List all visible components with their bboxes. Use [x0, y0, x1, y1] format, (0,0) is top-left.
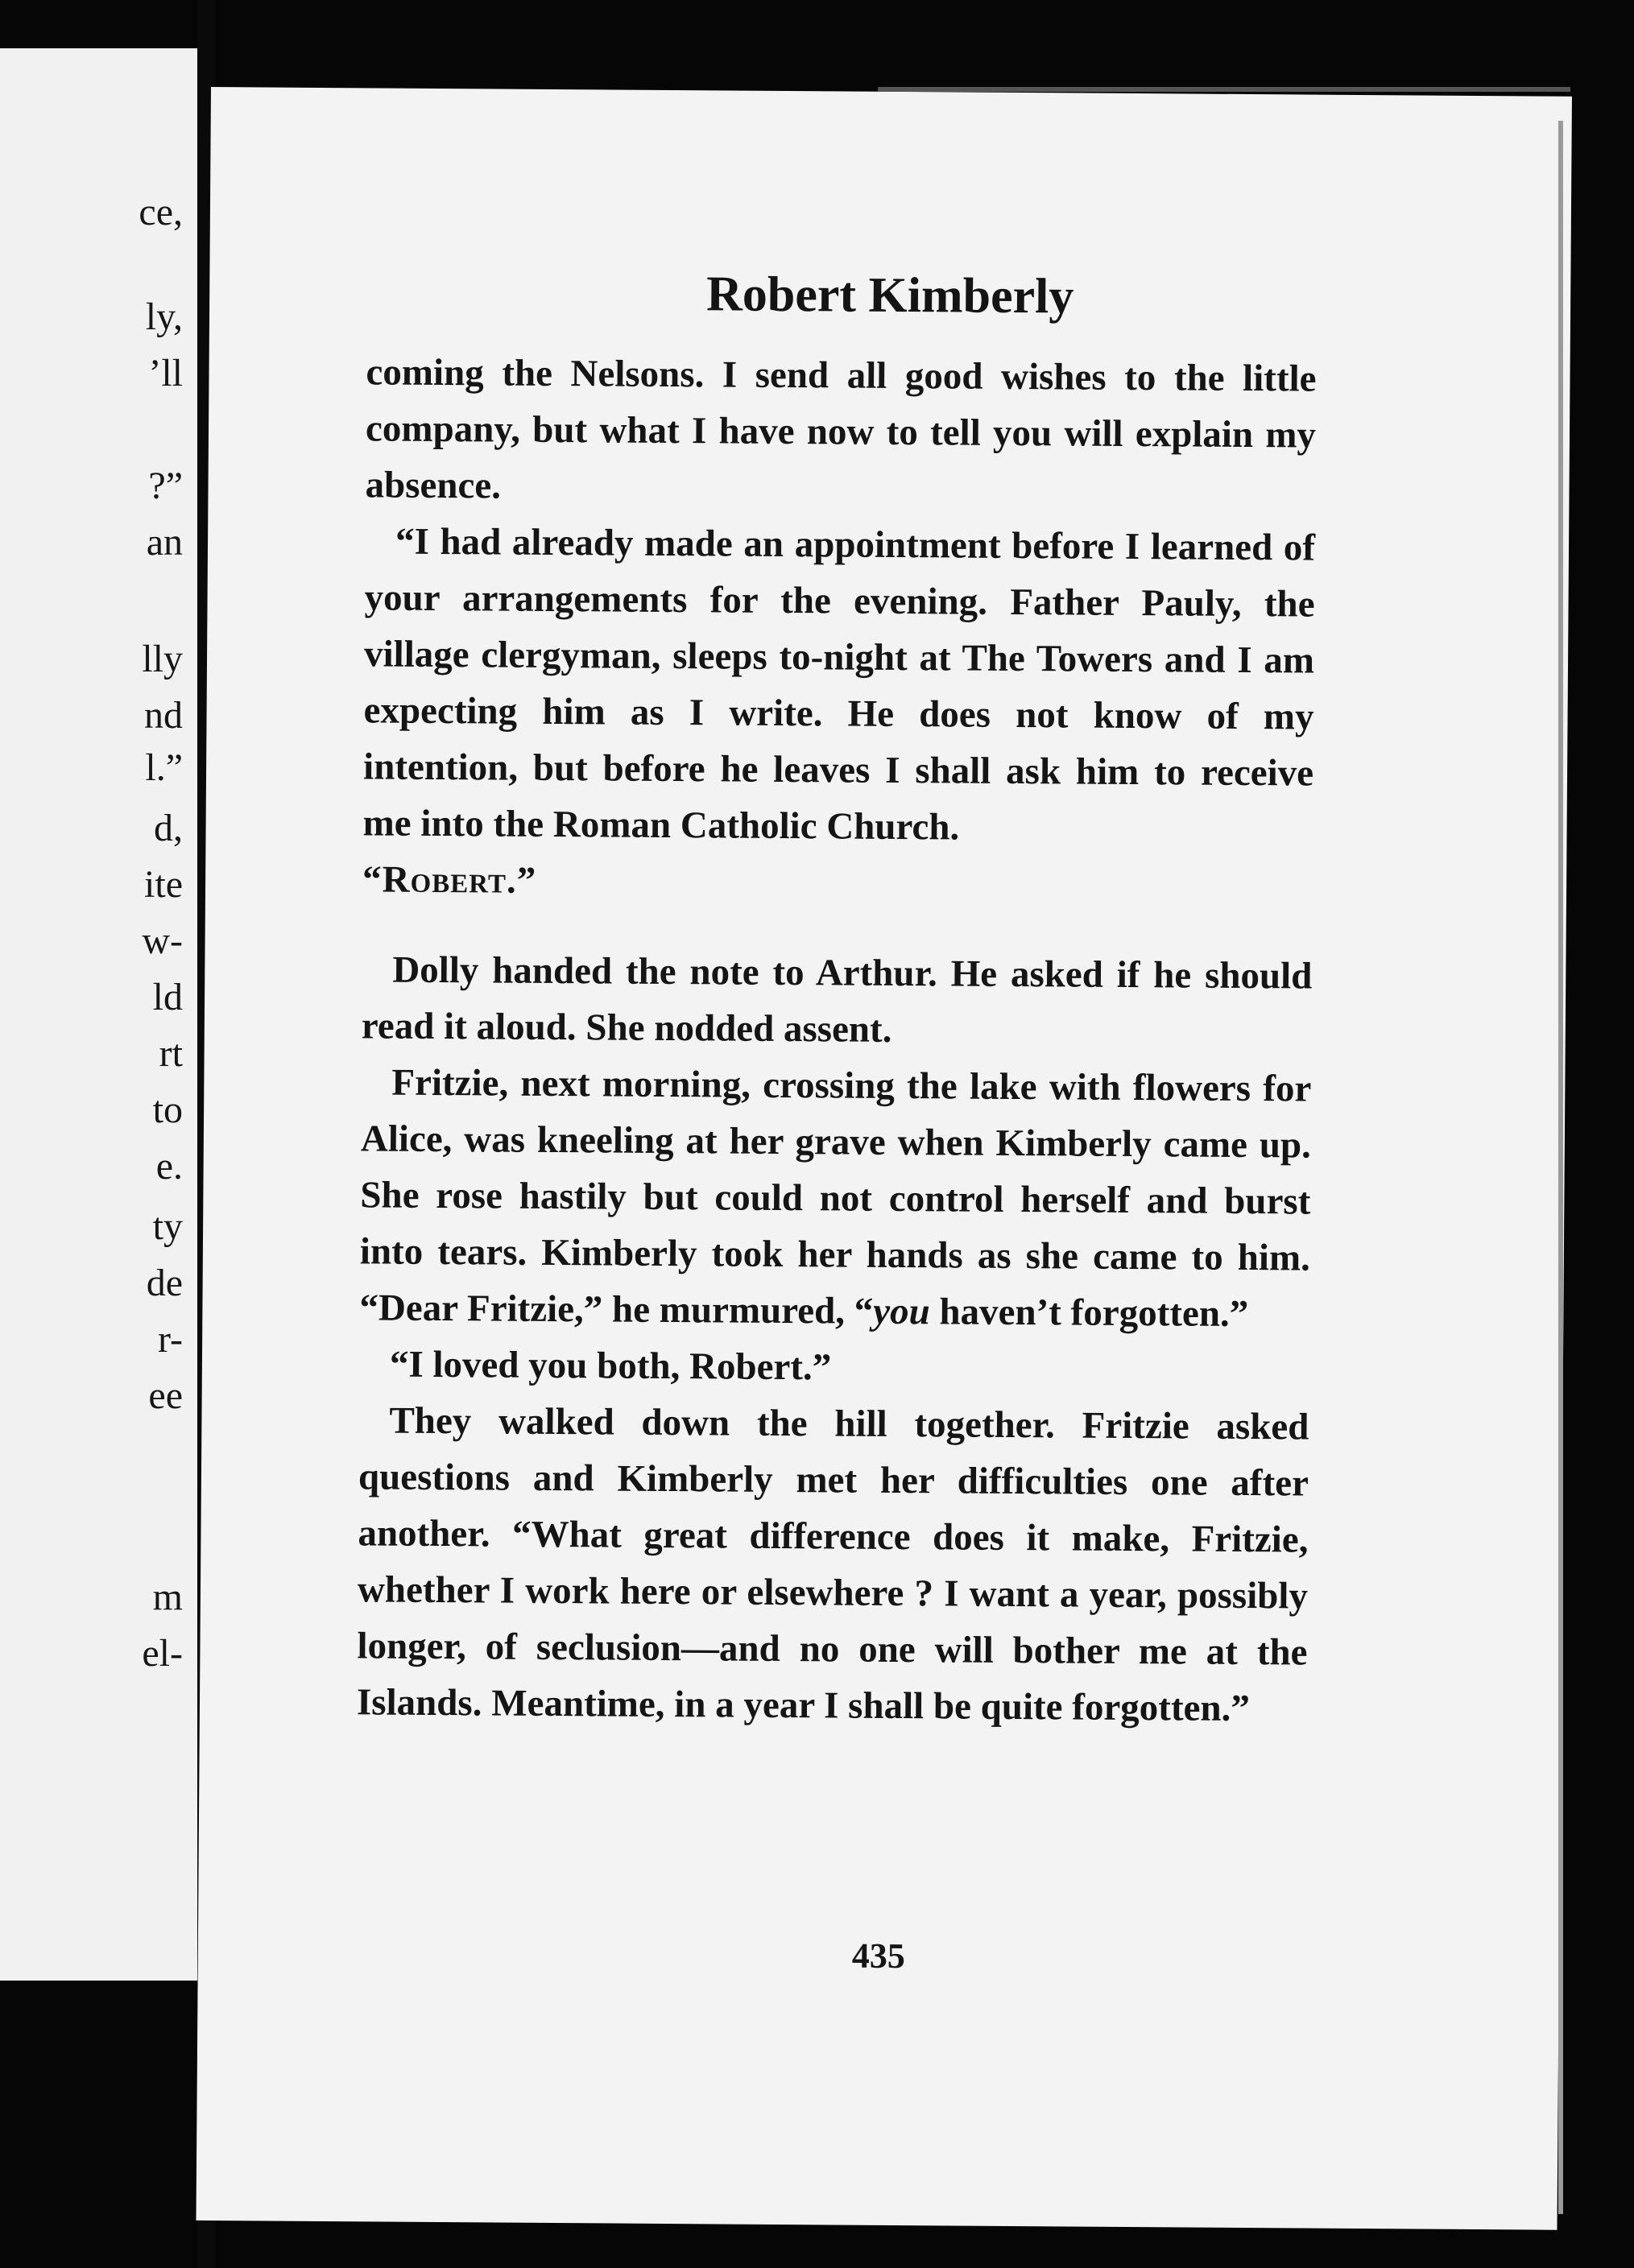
facing-page-fragment: ld	[152, 976, 183, 1018]
facing-page-fragment: rt	[159, 1032, 183, 1075]
facing-page-fragment: m	[152, 1576, 183, 1618]
facing-page-fragment: ee	[148, 1374, 183, 1417]
paragraph: “I had already made an appointment before I learned of your arrangements for the evening. Father Pauly, the village clergyman, sleeps to-night at The Towers and I am expecting him as I write. He does not know of my intention, but before he leaves I shall ask him to receive me into the Roman Catholic Church.	[362, 520, 1316, 849]
facing-page-fragment: w-	[142, 919, 183, 962]
page-right-edge	[1558, 121, 1563, 2214]
running-head: Robert Kimberly	[705, 266, 1074, 324]
facing-page-fragment: l.”	[145, 746, 183, 789]
page-top-edge	[878, 87, 1570, 92]
page-body	[357, 344, 1317, 1737]
paragraph: They walked down the hill together. Fritzie asked questions and Kimberly met her difficulties one after another. “What great difference does it make, Fritzie, whether I work here or elsewhere ? I want a year, possibly longer, of seclusion—and no one will bother me at the Islands. Meantime, in a year I shall be quite forgotten.”	[356, 1399, 1309, 1730]
paragraph	[359, 1054, 1311, 1342]
letter-signature: “Robert.”	[362, 858, 537, 902]
facing-page-fragment: lly	[142, 638, 183, 680]
facing-page-fragment: ?”	[148, 465, 183, 507]
facing-page	[0, 48, 202, 1981]
paragraph: Dolly handed the note to Arthur. He asked if he should read it aloud. She nodded assent.	[361, 948, 1313, 1051]
facing-page-fragment: nd	[144, 694, 183, 737]
paragraph: “I loved you both, Robert.”	[389, 1343, 832, 1389]
facing-page-fragment: e.	[155, 1145, 183, 1188]
book-page	[196, 87, 1571, 2230]
facing-page-fragment: ty	[152, 1205, 183, 1248]
page-number: 435	[851, 1935, 905, 1977]
facing-page-fragment: ce,	[139, 191, 183, 233]
facing-page-fragment: ly,	[145, 295, 183, 338]
facing-page-fragment: d,	[154, 807, 183, 849]
facing-page-fragment: de	[146, 1262, 183, 1304]
facing-page-fragment: r-	[157, 1318, 183, 1361]
paragraph: coming the Nelsons. I send all good wishes to the little company, but what I have now to tell you will explain my absence.	[365, 351, 1317, 507]
facing-page-fragment: ite	[144, 863, 183, 906]
facing-page-fragment: ’ll	[148, 352, 183, 395]
facing-page-fragment: el-	[142, 1632, 183, 1675]
facing-page-fragment: an	[146, 521, 183, 564]
paragraph-text: Fritzie, next morning, crossing the lake with flowers for Alice, was kneeling at her grave when Kimberly came up. She rose hastily but could not control herself and burst into tears. Kimberly took her hands as she came to him. “Dear Fritzie,” he murmured, “you haven’t forgotten.”	[359, 1061, 1312, 1336]
facing-page-fragment: to	[152, 1089, 183, 1131]
